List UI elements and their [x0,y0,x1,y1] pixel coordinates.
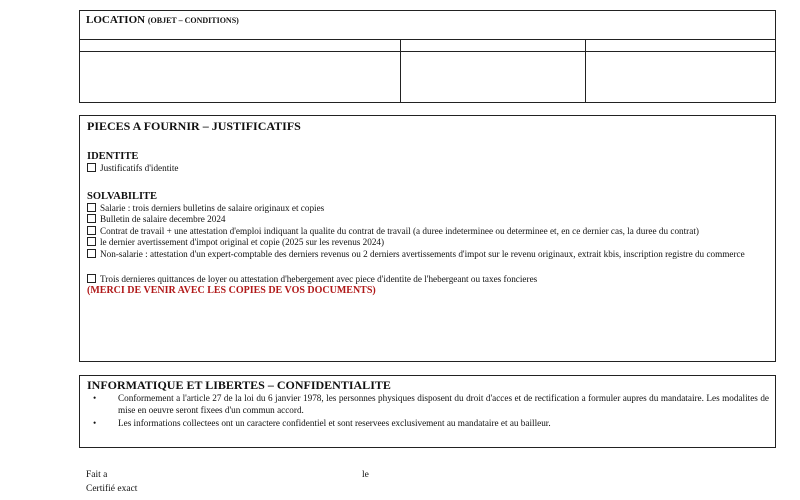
solvabilite-heading: SOLVABILITE [87,190,158,202]
solvabilite-item-text: Non-salarie : attestation d'un expert-comptable des derniers revenus ou 2 derniers avertissements d'impot sur le revenu originaux, extrait kbis, inscription registre du commerce [100,248,745,259]
solvabilite-item [87,249,769,261]
location-subtitle: (OBJET – CONDITIONS) [147,16,239,25]
informatique-bullet [87,393,769,416]
informatique-section [79,375,776,448]
solvabilite-item-text: Contrat de travail + une attestation d'emploi indiquant la qualite du contrat de travail (a duree indeterminee ou determinee et, en ce dernier cas, la duree du contrat) [100,225,699,236]
location-table [79,10,776,103]
fait-a-label: Fait a [86,470,108,480]
quittances-item [87,274,769,286]
certifie-label: Certifié exact [86,484,138,494]
bullet-icon: • [93,393,97,403]
location-col-divider-2 [585,39,586,102]
identite-item-text: Justificatifs d'identite [100,163,179,173]
solvabilite-item-text: Bulletin de salaire decembre 2024 [100,214,226,225]
checkbox-icon[interactable] [87,237,96,246]
location-title-label: LOCATION [86,14,146,26]
identite-item [87,163,769,175]
checkbox-icon[interactable] [87,249,96,258]
informatique-bullet [87,418,769,430]
solvabilite-item [87,226,769,238]
checkbox-icon[interactable] [87,163,96,172]
solvabilite-item [87,214,769,226]
checkbox-icon[interactable] [87,274,96,283]
pieces-section [79,115,776,362]
checkbox-icon[interactable] [87,203,96,212]
solvabilite-item-text: Salarie : trois derniers bulletins de salaire originaux et copies [100,202,325,213]
informatique-bullet-text: Les informations collectees ont un caractere confidentiel et sont reservees exclusivement au mandataire et au bailleur. [118,418,551,429]
merci-note: (MERCI DE VENIR AVEC LES COPIES DE VOS DOCUMENTS) [87,285,376,297]
checkbox-icon[interactable] [87,226,96,235]
location-row-divider-2 [80,51,775,52]
le-label: le [362,470,369,480]
informatique-bullet-text: Conformement a l'article 27 de la loi du 6 janvier 1978, les personnes physiques disposent du droit d'acces et de rectification a formuler aupres du mandataire. Les modalites de mise en oeuvre seront fixees d'un commun accord. [118,393,769,415]
checkbox-icon[interactable] [87,214,96,223]
quittances-item-text: Trois dernieres quittances de loyer ou attestation d'hebergement avec piece d'identite de l'hebergeant ou taxes foncieres [100,273,538,284]
location-row-divider [80,39,775,40]
location-title [86,14,239,26]
informatique-title: INFORMATIQUE ET LIBERTES – CONFIDENTIALITE [87,378,391,392]
pieces-title: PIECES A FOURNIR – JUSTIFICATIFS [87,119,301,133]
location-col-divider-1 [400,39,401,102]
identite-heading: IDENTITE [87,151,139,162]
bullet-icon: • [93,418,97,429]
solvabilite-item [87,237,769,249]
solvabilite-item-text: le dernier avertissement d'impot original et copie (2025 sur les revenus 2024) [100,237,385,248]
solvabilite-item [87,203,769,215]
